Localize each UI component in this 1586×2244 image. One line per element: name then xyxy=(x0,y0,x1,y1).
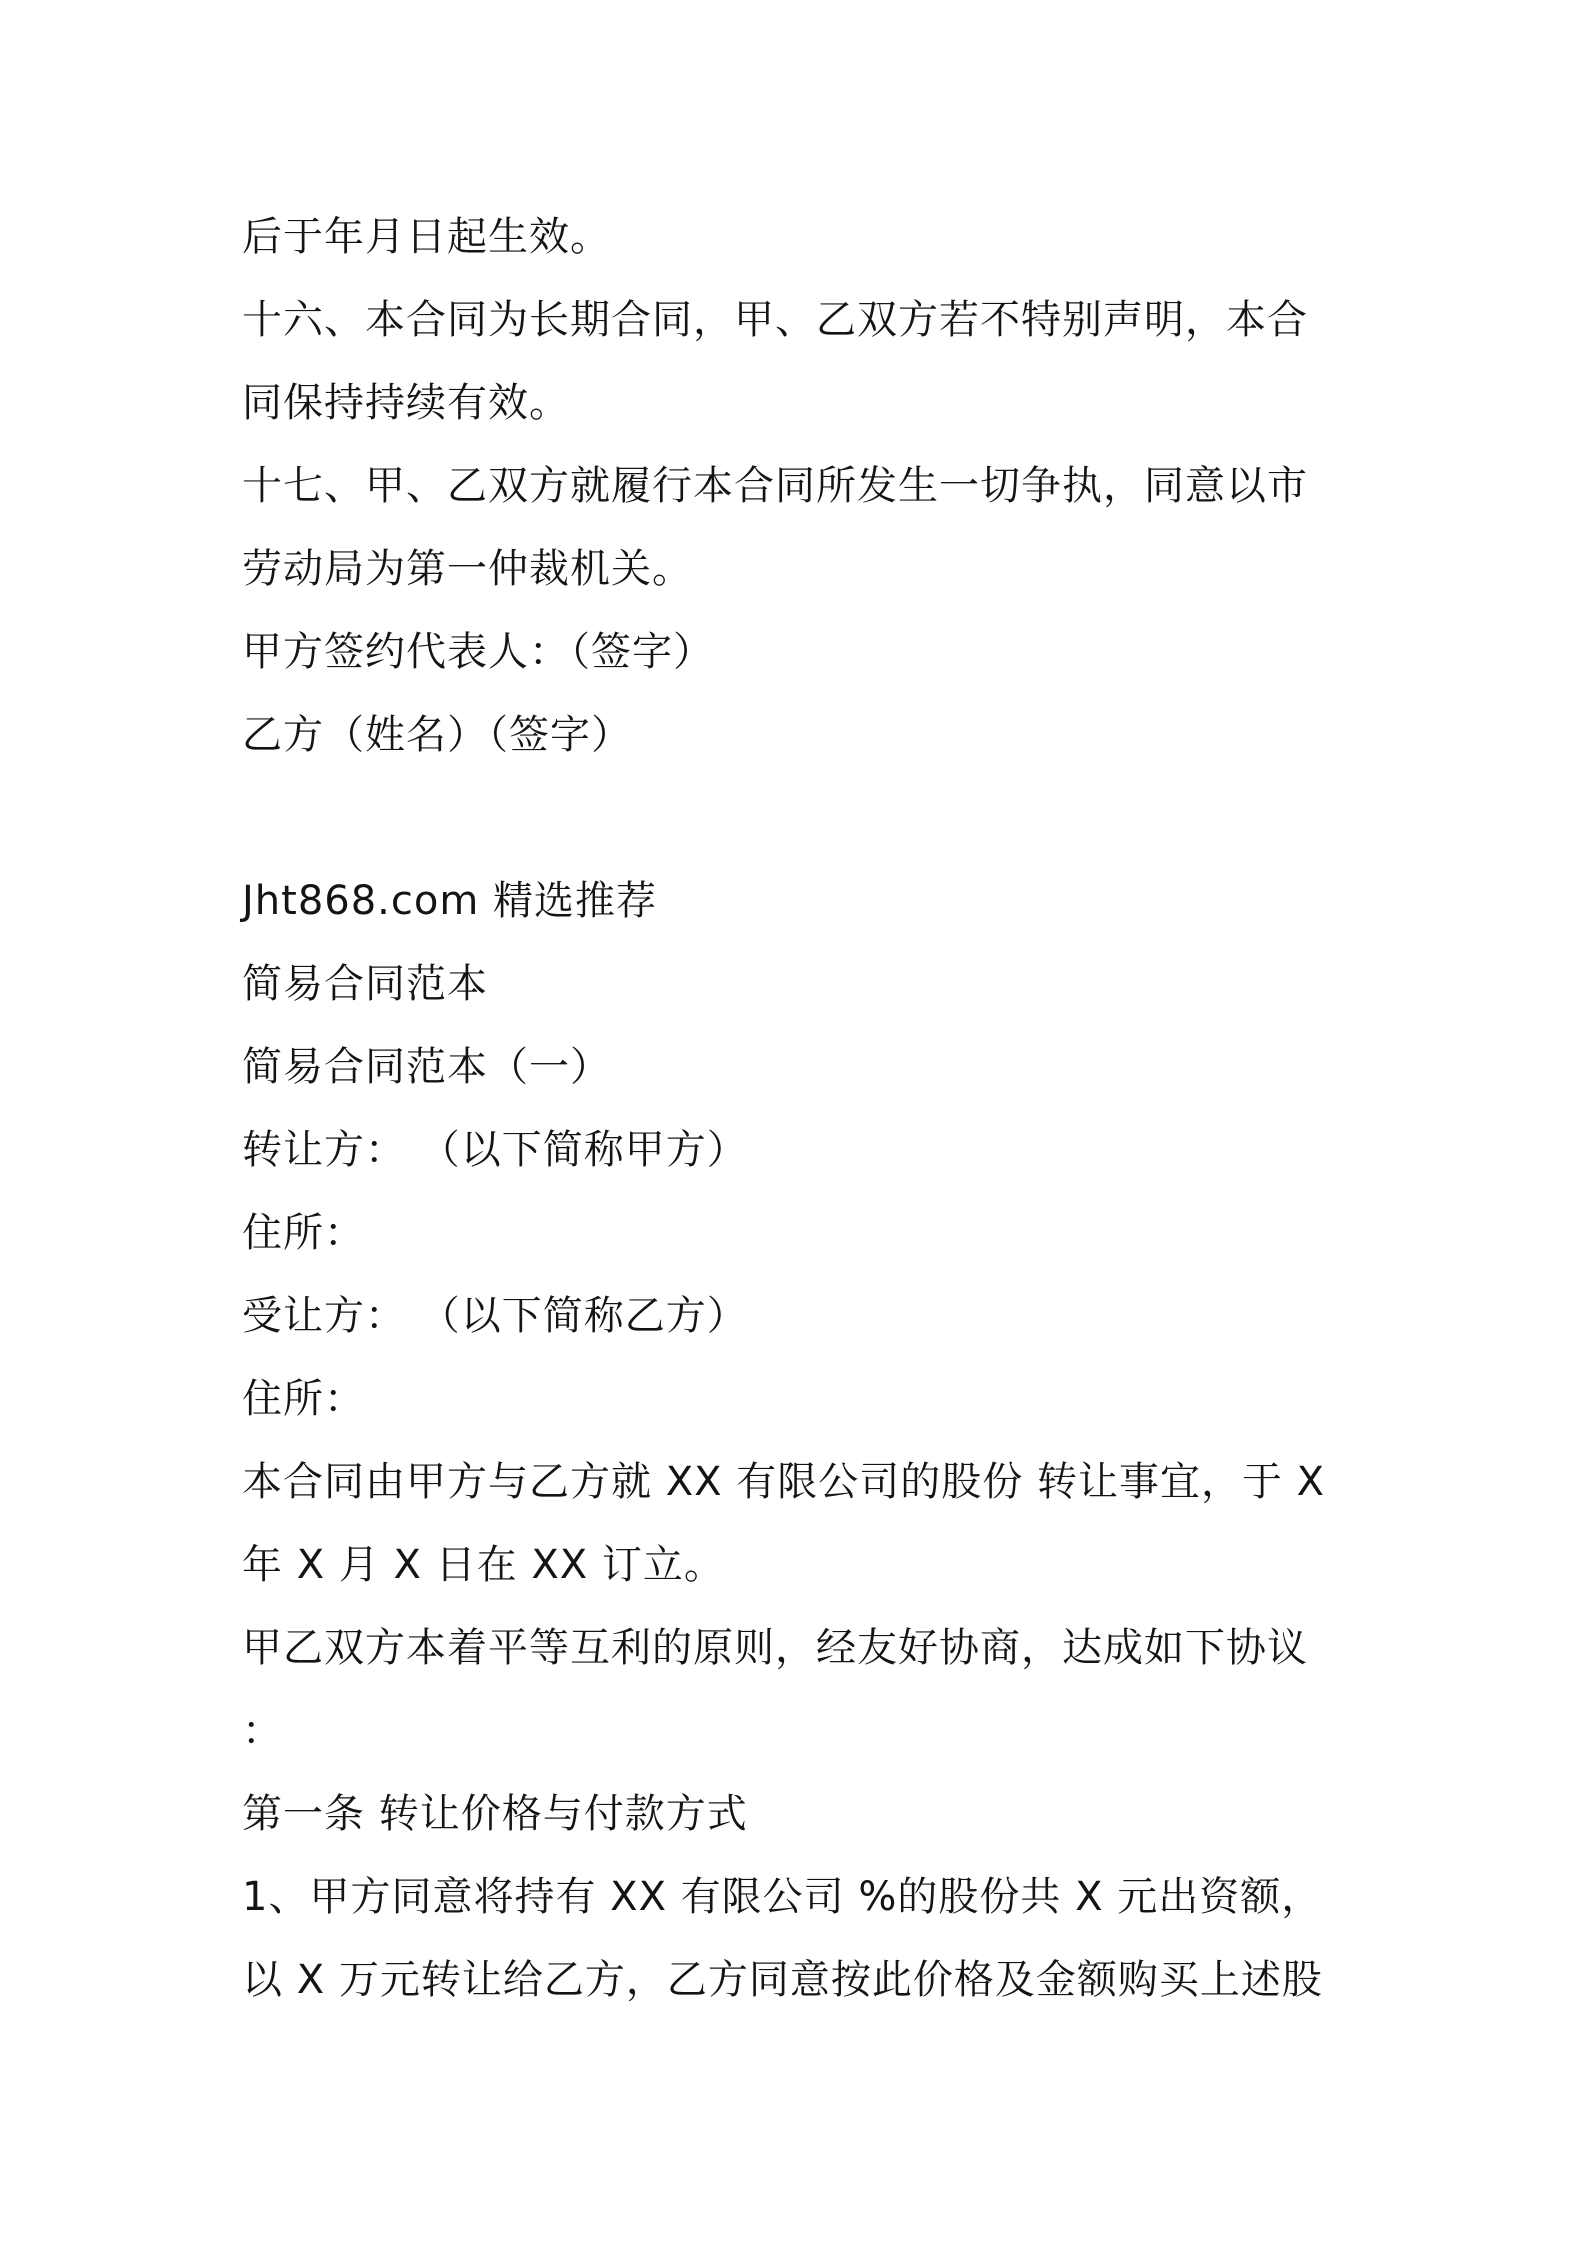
transferor-address-line: 住所： xyxy=(242,1210,365,1256)
contract-intro-line-2: 年 X 月 X 日在 XX 订立。 xyxy=(242,1542,725,1588)
transferee-line: 受让方： （以下简称乙方） xyxy=(242,1293,748,1339)
clause-17-line-2: 劳动局为第一仲裁机关。 xyxy=(242,546,693,592)
section-spacer xyxy=(242,777,1362,860)
paragraph-line: 后于年月日起生效。 xyxy=(242,214,611,260)
agreement-line-2: ： xyxy=(242,1708,283,1754)
article-1-item-1-line-2: 以 X 万元转让给乙方，乙方同意按此价格及金额购买上述股 xyxy=(242,1957,1323,2003)
clause-16-line-1: 十六、本合同为长期合同，甲、乙双方若不特别声明，本合 xyxy=(242,297,1308,343)
clause-17-line-1: 十七、甲、乙双方就履行本合同所发生一切争执，同意以市 xyxy=(242,463,1308,509)
transferee-address-line: 住所： xyxy=(242,1376,365,1422)
site-recommendation-line: Jht868.com 精选推荐 xyxy=(242,878,658,924)
transferor-line: 转让方： （以下简称甲方） xyxy=(242,1127,748,1173)
agreement-line-1: 甲乙双方本着平等互利的原则，经友好协商，达成如下协议 xyxy=(242,1625,1308,1671)
clause-16-line-2: 同保持持续有效。 xyxy=(242,380,570,426)
article-1-item-1-line-1: 1、甲方同意将持有 XX 有限公司 %的股份共 X 元出资额， xyxy=(242,1874,1323,1920)
party-a-signature-line: 甲方签约代表人：（签字） xyxy=(242,629,714,675)
document-subtitle: 简易合同范本（一） xyxy=(242,1044,611,1090)
party-b-signature-line: 乙方（姓名）（签字） xyxy=(242,712,632,758)
article-1-heading: 第一条 转让价格与付款方式 xyxy=(242,1791,748,1837)
document-body xyxy=(242,196,1362,2022)
contract-intro-line-1: 本合同由甲方与乙方就 XX 有限公司的股份 转让事宜，于 X xyxy=(242,1459,1326,1505)
document-title: 简易合同范本 xyxy=(242,961,488,1007)
